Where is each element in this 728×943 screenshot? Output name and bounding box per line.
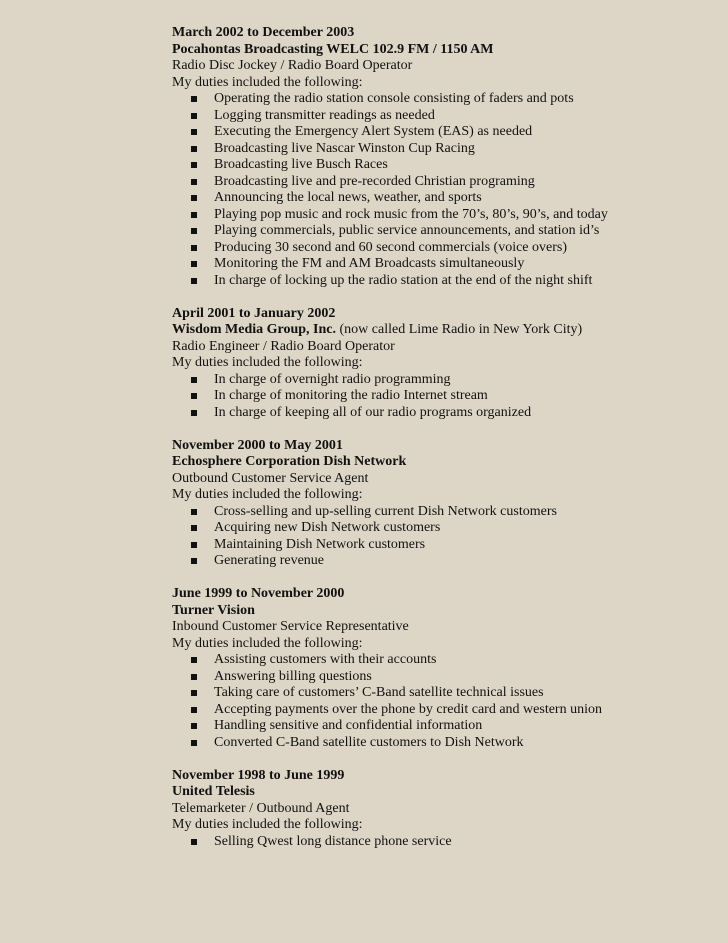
job-title: Outbound Customer Service Agent [172, 470, 369, 486]
duty-text: Generating revenue [214, 553, 324, 568]
square-bullet-icon [191, 707, 197, 713]
duty-item [172, 91, 712, 108]
square-bullet-icon [191, 558, 197, 564]
duties-intro: My duties included the following: [172, 635, 363, 651]
square-bullet-icon [191, 723, 197, 729]
job-dates: November 2000 to May 2001 [172, 437, 343, 453]
duty-item [172, 718, 712, 735]
square-bullet-icon [191, 179, 197, 185]
duty-text: In charge of locking up the radio station at the end of the night shift [214, 272, 593, 288]
job-entry [172, 768, 712, 851]
job-dates: November 1998 to June 1999 [172, 767, 345, 783]
job-entry [172, 25, 712, 289]
square-bullet-icon [191, 96, 197, 102]
duty-item [172, 108, 712, 125]
duty-text: Producing 30 second and 60 second commercials (voice overs) [214, 239, 568, 255]
square-bullet-icon [191, 740, 197, 746]
square-bullet-icon [191, 525, 197, 531]
duty-item [172, 388, 712, 405]
work-history [172, 25, 712, 867]
duty-text: Broadcasting live Busch Races [214, 157, 388, 172]
duty-text: Operating the radio station console consisting of faders and pots [214, 91, 574, 106]
square-bullet-icon [191, 228, 197, 234]
duty-item [172, 504, 712, 521]
job-employer-line [172, 322, 712, 339]
duty-text: Playing pop music and rock music from the 70’s, 80’s, 90’s, and today [214, 206, 608, 222]
job-title: Radio Engineer / Radio Board Operator [172, 338, 395, 354]
duty-text: In charge of overnight radio programming [214, 371, 451, 387]
duty-text: Broadcasting live Nascar Winston Cup Racing [214, 140, 475, 156]
duty-item [172, 553, 712, 570]
job-employer: United Telesis [172, 784, 255, 799]
duty-item [172, 256, 712, 273]
duty-text: Cross-selling and up-selling current Dish Network customers [214, 503, 557, 519]
duty-text: Answering billing questions [214, 668, 372, 684]
square-bullet-icon [191, 113, 197, 119]
duty-text: Accepting payments over the phone by credit card and western union [214, 701, 602, 717]
square-bullet-icon [191, 393, 197, 399]
square-bullet-icon [191, 146, 197, 152]
duty-text: Monitoring the FM and AM Broadcasts simultaneously [214, 256, 525, 271]
duty-text: Acquiring new Dish Network customers [214, 520, 441, 535]
duty-item [172, 240, 712, 257]
job-dates: March 2002 to December 2003 [172, 25, 355, 40]
square-bullet-icon [191, 212, 197, 218]
square-bullet-icon [191, 690, 197, 696]
duties-list [172, 652, 712, 751]
duty-item [172, 273, 712, 290]
job-employer-line [172, 784, 712, 801]
duty-item [172, 157, 712, 174]
duty-text: Announcing the local news, weather, and sports [214, 190, 482, 205]
duty-text: Assisting customers with their accounts [214, 652, 437, 667]
duty-item [172, 537, 712, 554]
square-bullet-icon [191, 509, 197, 515]
duty-text: Playing commercials, public service announcements, and station id’s [214, 223, 600, 238]
duties-intro: My duties included the following: [172, 355, 363, 370]
duty-text: Maintaining Dish Network customers [214, 536, 426, 552]
job-title: Radio Disc Jockey / Radio Board Operator [172, 58, 413, 73]
square-bullet-icon [191, 674, 197, 680]
duties-intro: My duties included the following: [172, 817, 363, 832]
duty-text: Handling sensitive and confidential information [214, 718, 483, 733]
job-entry [172, 586, 712, 751]
job-employer-note: (now called Lime Radio in New York City) [336, 322, 583, 337]
square-bullet-icon [191, 261, 197, 267]
duty-item [172, 702, 712, 719]
duty-item [172, 141, 712, 158]
duty-text: Broadcasting live and pre-recorded Christian programing [214, 173, 535, 189]
square-bullet-icon [191, 195, 197, 201]
duty-item [172, 372, 712, 389]
duty-item [172, 174, 712, 191]
duty-item [172, 190, 712, 207]
duties-list [172, 504, 712, 570]
square-bullet-icon [191, 657, 197, 663]
square-bullet-icon [191, 377, 197, 383]
duty-item [172, 834, 712, 851]
duty-item [172, 124, 712, 141]
job-employer: Turner Vision [172, 602, 255, 618]
square-bullet-icon [191, 839, 197, 845]
job-entry [172, 306, 712, 422]
duty-text: In charge of monitoring the radio Internet stream [214, 388, 488, 403]
job-dates: April 2001 to January 2002 [172, 305, 336, 321]
duty-item [172, 652, 712, 669]
duties-intro: My duties included the following: [172, 487, 363, 502]
square-bullet-icon [191, 245, 197, 251]
duties-list [172, 834, 712, 851]
square-bullet-icon [191, 410, 197, 416]
duty-text: Taking care of customers’ C-Band satellite technical issues [214, 685, 544, 700]
square-bullet-icon [191, 162, 197, 168]
duty-text: Logging transmitter readings as needed [214, 107, 435, 123]
job-employer: Echosphere Corporation Dish Network [172, 454, 407, 469]
duty-text: Converted C-Band satellite customers to Dish Network [214, 734, 524, 750]
duty-item [172, 520, 712, 537]
job-employer-line [172, 454, 712, 471]
job-employer: Pocahontas Broadcasting WELC 102.9 FM / 1150 AM [172, 41, 494, 57]
duties-list [172, 91, 712, 289]
duty-text: Selling Qwest long distance phone service [214, 833, 452, 849]
square-bullet-icon [191, 129, 197, 135]
duty-item [172, 223, 712, 240]
job-entry [172, 438, 712, 570]
job-title: Telemarketer / Outbound Agent [172, 800, 350, 816]
duties-intro: My duties included the following: [172, 74, 363, 90]
duty-item [172, 405, 712, 422]
job-dates: June 1999 to November 2000 [172, 586, 345, 601]
job-title: Inbound Customer Service Representative [172, 619, 409, 634]
duty-text: In charge of keeping all of our radio programs organized [214, 404, 532, 420]
job-employer-line [172, 603, 712, 620]
job-employer-line [172, 42, 712, 59]
duty-item [172, 685, 712, 702]
duty-item [172, 207, 712, 224]
duty-item [172, 735, 712, 752]
square-bullet-icon [191, 278, 197, 284]
square-bullet-icon [191, 542, 197, 548]
job-employer: Wisdom Media Group, Inc. [172, 322, 337, 337]
duties-list [172, 372, 712, 422]
duty-item [172, 669, 712, 686]
duty-text: Executing the Emergency Alert System (EAS) as needed [214, 124, 533, 139]
